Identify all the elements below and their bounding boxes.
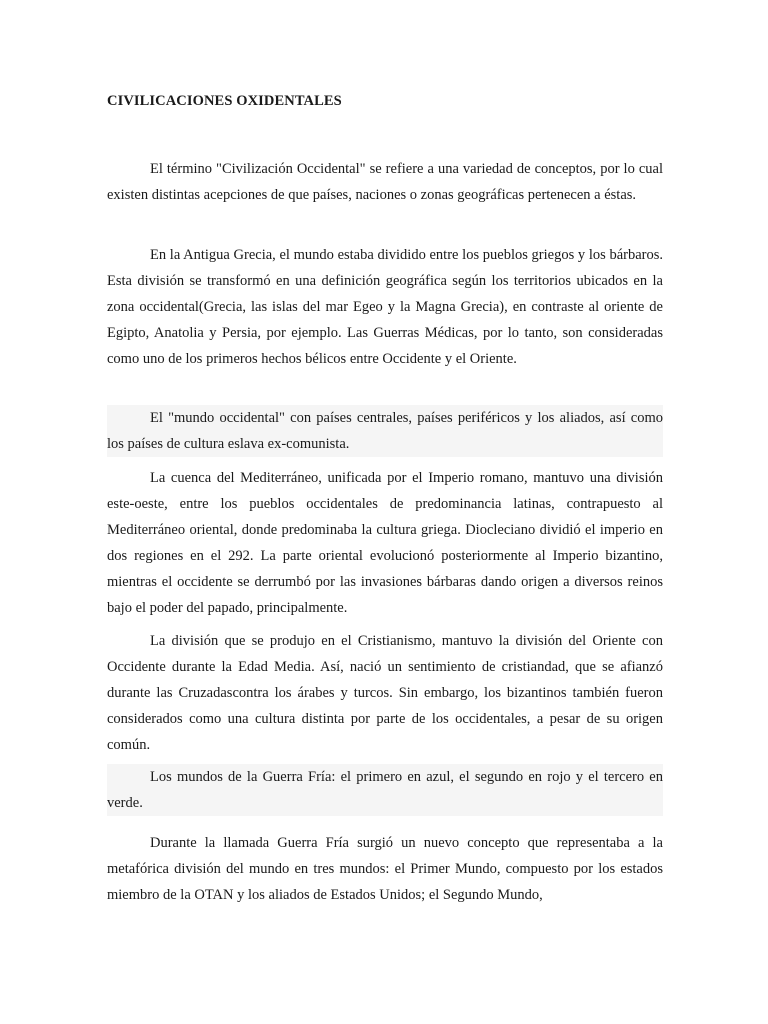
paragraph-guerra-fria-caption: Los mundos de la Guerra Fría: el primero en azul, el segundo en rojo y el tercero en verde.: [107, 764, 663, 816]
document-title: CIVILICACIONES OXIDENTALES: [107, 93, 342, 109]
paragraph-mediterraneo: La cuenca del Mediterráneo, unificada por el Imperio romano, mantuvo una división este-oeste, entre los pueblos occidentales de predominancia latinas, contrapuesto al Mediterráneo oriental, donde predominaba la cultura griega. Diocleciano dividió el imperio en dos regiones en el 292. La parte oriental evolucionó posteriormente al Imperio bizantino, mientras el occidente se derrumbó por las invasiones bárbaras dando origen a diversos reinos bajo el poder del papado, principalmente.: [107, 470, 663, 616]
paragraph-intro: El término "Civilización Occidental" se refiere a una variedad de conceptos, por lo cual existen distintas acepciones de que países, naciones o zonas geográficas pertenecen a éstas.: [107, 161, 663, 203]
paragraph-cristianismo: La división que se produjo en el Cristianismo, mantuvo la división del Oriente con Occidente durante la Edad Media. Así, nació un sentimiento de cristiandad, que se afianzó durante las Cruzadascontra los árabes y turcos. Sin embargo, los bizantinos también fueron considerados como una cultura distinta por parte de los occidentales, a pesar de su origen común.: [107, 633, 663, 753]
paragraph-antigua-grecia: En la Antigua Grecia, el mundo estaba dividido entre los pueblos griegos y los bárbaros. Esta división se transformó en una definición geográfica según los territorios ubicados en la zona occidental(Grecia, las islas del mar Egeo y la Magna Grecia), en contraste al oriente de Egipto, Anatolia y Persia, por ejemplo. Las Guerras Médicas, por lo tanto, son consideradas como uno de los primeros hechos bélicos entre Occidente y el Oriente.: [107, 247, 663, 367]
paragraph-guerra-fria: Durante la llamada Guerra Fría surgió un nuevo concepto que representaba a la metafórica división del mundo en tres mundos: el Primer Mundo, compuesto por los estados miembro de la OTAN y los aliados de Estados Unidos; el Segundo Mundo,: [107, 835, 663, 903]
paragraph-mundo-occidental-caption: El "mundo occidental" con países centrales, países periféricos y los aliados, así como los países de cultura eslava ex-comunista.: [107, 405, 663, 457]
